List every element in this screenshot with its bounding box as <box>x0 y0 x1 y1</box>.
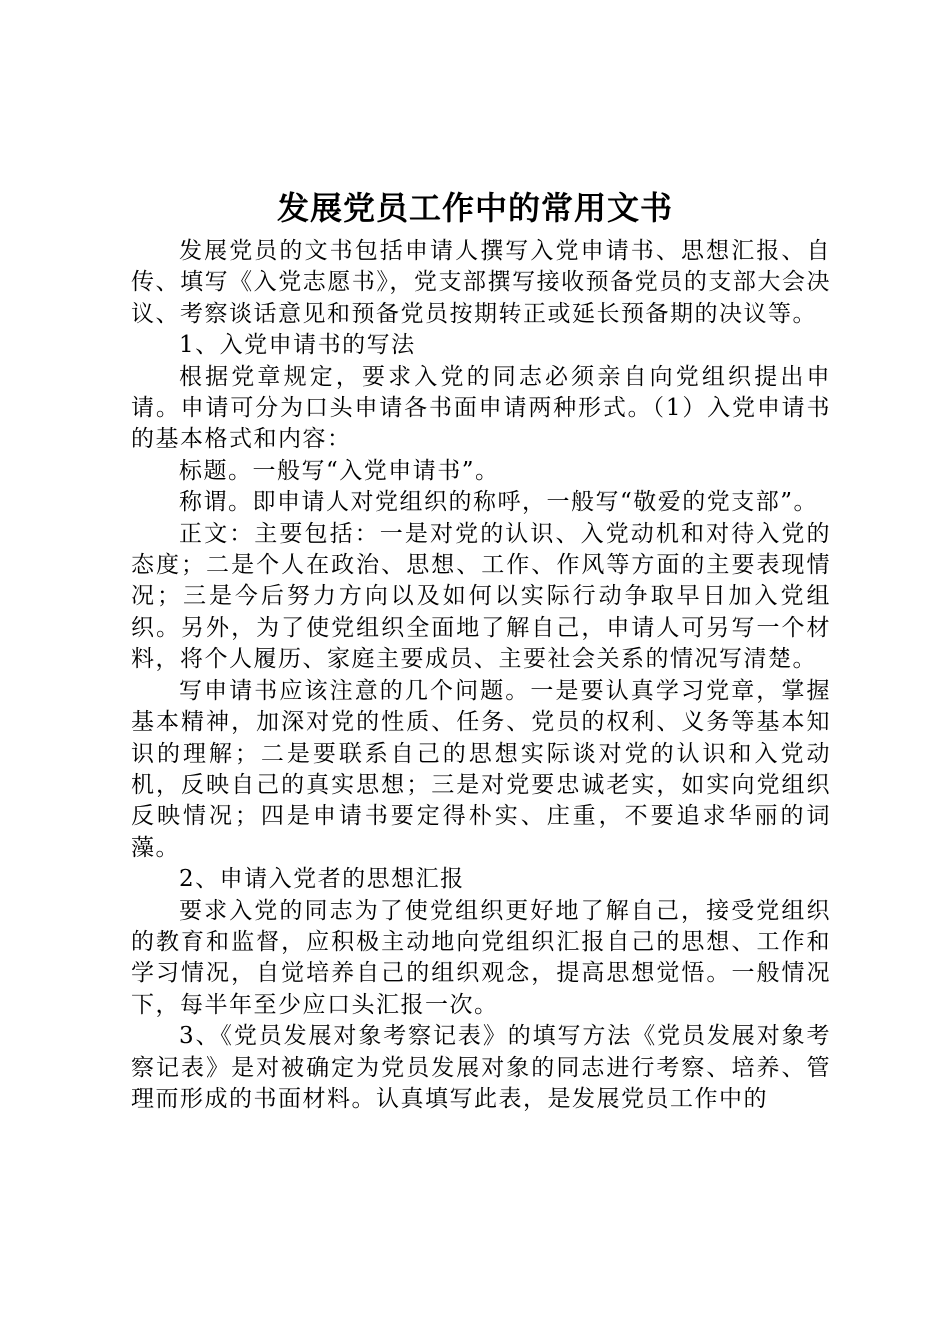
paragraph-application-rules: 根据党章规定，要求入党的同志必须亲自向党组织提出申请。申请可分为口头申请各书面申请两种形式。（1）入党申请书的基本格式和内容： <box>131 363 831 453</box>
section-heading-2: 2、申请入党者的思想汇报 <box>179 866 465 893</box>
paragraph-main-body: 正文：主要包括：一是对党的认识、入党动机和对待入党的态度；二是个人在政治、思想、工作、作风等方面的主要表现情况；三是今后努力方向以及如何以实际行动争取早日加入党组织。另外，为了使党组织全面地了解自己，申请人可另写一个材料，将个人履历、家庭主要成员、主要社会关系的情况写清楚。 <box>131 520 831 673</box>
document-body <box>131 236 831 1115</box>
paragraph-section-3: 3、《党员发展对象考察记表》的填写方法《党员发展对象考察记表》是对被确定为党员发展对象的同志进行考察、培养、管理而形成的书面材料。认真填写此表，是发展党员工作中的 <box>131 1023 831 1112</box>
paragraph-notes: 写申请书应该注意的几个问题。一是要认真学习党章，掌握基本精神，加深对党的性质、任务、党员的权利、义务等基本知识的理解；二是要联系自己的思想实际谈对党的认识和入党动机，反映自己的真实思想；三是对党要忠诚老实，如实向党组织反映情况；四是申请书要定得朴实、庄重，不要追求华丽的词藻。 <box>131 677 831 861</box>
intro-paragraph: 发展党员的文书包括申请人撰写入党申请书、思想汇报、自传、填写《入党志愿书》，党支部撰写接收预备党员的支部大会决议、考察谈话意见和预备党员按期转正或延长预备期的决议等。 <box>131 238 831 327</box>
document-title: 发展党员工作中的常用文书 <box>276 189 673 227</box>
paragraph-salutation: 称谓。即申请人对党组织的称呼，一般写“敬爱的党支部”。 <box>179 489 819 516</box>
paragraph-thought-report: 要求入党的同志为了使党组织更好地了解自己，接受党组织的教育和监督，应积极主动地向党组织汇报自己的思想、工作和学习情况，自觉培养自己的组织观念，提高思想觉悟。一般情况下，每半年至少应口头汇报一次。 <box>131 897 831 1018</box>
paragraph-title-format: 标题。一般写“入党申请书”。 <box>179 457 500 484</box>
section-heading-1: 1、入党申请书的写法 <box>179 332 416 359</box>
